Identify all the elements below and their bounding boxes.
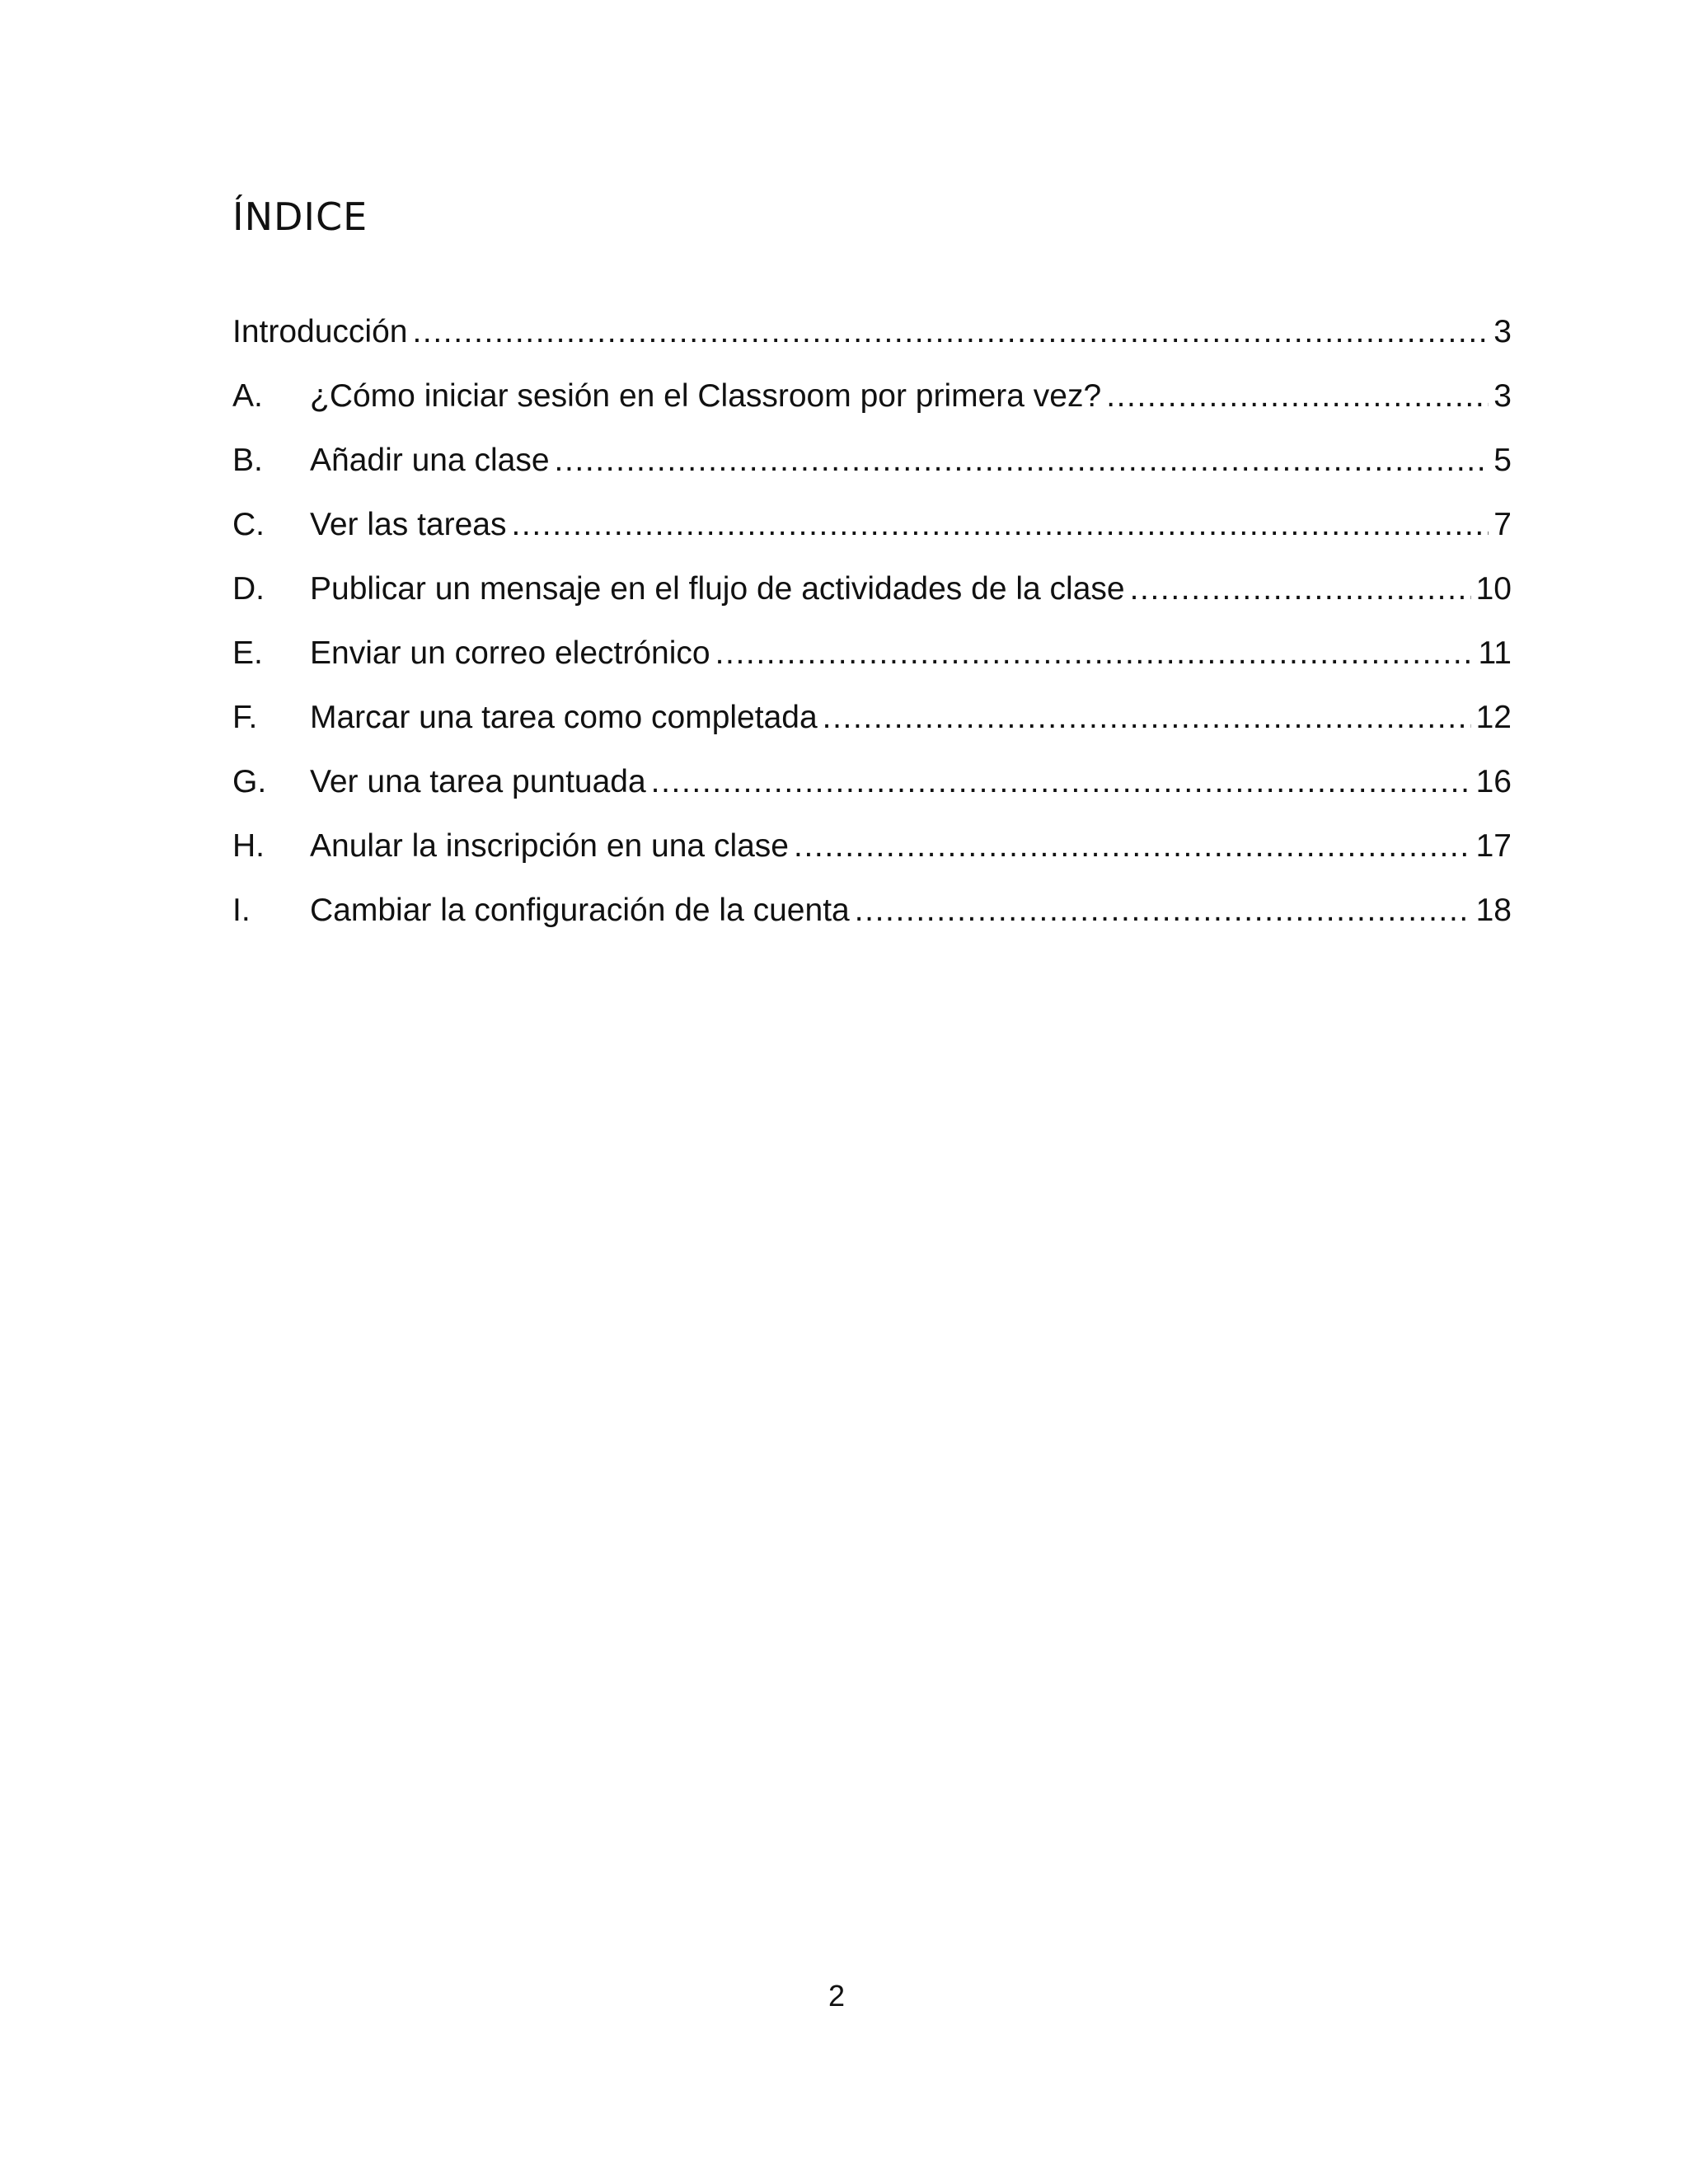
toc-entry-page: 3	[1493, 378, 1512, 414]
toc-entry-title: Enviar un correo electrónico	[310, 635, 710, 671]
toc-dot-leader	[794, 824, 1471, 869]
toc-entry-a[interactable]	[232, 374, 1512, 438]
toc-dot-leader	[1130, 567, 1471, 612]
toc-entry-page: 16	[1475, 764, 1512, 799]
toc-entry-page: 5	[1493, 443, 1512, 478]
toc-entry-title: Ver las tareas	[310, 507, 507, 542]
toc-entry-letter: C.	[232, 507, 265, 542]
toc-entry-letter: E.	[232, 635, 263, 671]
toc-dot-leader	[715, 631, 1474, 676]
toc-entry-letter: B.	[232, 443, 263, 478]
toc-entry-title: ¿Cómo iniciar sesión en el Classroom por primera vez?	[310, 378, 1102, 414]
toc-dot-leader	[412, 310, 1489, 354]
toc-entry-page: 7	[1493, 507, 1512, 542]
toc-entry-page: 12	[1475, 700, 1512, 735]
toc-entry-title: Añadir una clase	[310, 443, 550, 478]
toc-entry-g[interactable]	[232, 760, 1512, 824]
toc-entry-title: Cambiar la configuración de la cuenta	[310, 893, 850, 928]
toc-entry-i[interactable]	[232, 888, 1512, 953]
toc-entry-title: Anular la inscripción en una clase	[310, 828, 790, 864]
table-of-contents	[232, 310, 1512, 953]
toc-entry-page: 10	[1475, 571, 1512, 607]
toc-entry-letter: D.	[232, 571, 265, 607]
toc-dot-leader	[1106, 374, 1489, 419]
toc-entry-d[interactable]	[232, 567, 1512, 631]
toc-entry-letter: A.	[232, 378, 263, 414]
toc-entry-title: Marcar una tarea como completada	[310, 700, 818, 735]
toc-entry-page: 17	[1475, 828, 1512, 864]
toc-dot-leader	[651, 760, 1471, 804]
toc-entry-c[interactable]	[232, 503, 1512, 567]
toc-entry-f[interactable]	[232, 696, 1512, 760]
toc-entry-h[interactable]	[232, 824, 1512, 888]
toc-entry-title: Ver una tarea puntuada	[310, 764, 646, 799]
toc-dot-leader	[555, 438, 1489, 483]
toc-dot-leader	[823, 696, 1471, 740]
toc-entry-letter: I.	[232, 893, 251, 928]
toc-entry-b[interactable]	[232, 438, 1512, 503]
toc-entry-e[interactable]	[232, 631, 1512, 696]
toc-entry-letter: F.	[232, 700, 258, 735]
toc-entry-page: 18	[1475, 893, 1512, 928]
toc-dot-leader	[511, 503, 1489, 547]
page-number: 2	[828, 1979, 846, 2013]
toc-entry-page: 11	[1478, 635, 1512, 671]
toc-entry-title: Publicar un mensaje en el flujo de actividades de la clase	[310, 571, 1125, 607]
toc-entry-page: 3	[1493, 314, 1512, 349]
toc-entry-introduccion[interactable]	[232, 310, 1512, 374]
toc-entry-letter: H.	[232, 828, 265, 864]
toc-dot-leader	[855, 888, 1471, 933]
toc-heading: ÍNDICE	[232, 194, 368, 239]
toc-entry-letter: G.	[232, 764, 267, 799]
toc-entry-title: Introducción	[232, 314, 408, 349]
